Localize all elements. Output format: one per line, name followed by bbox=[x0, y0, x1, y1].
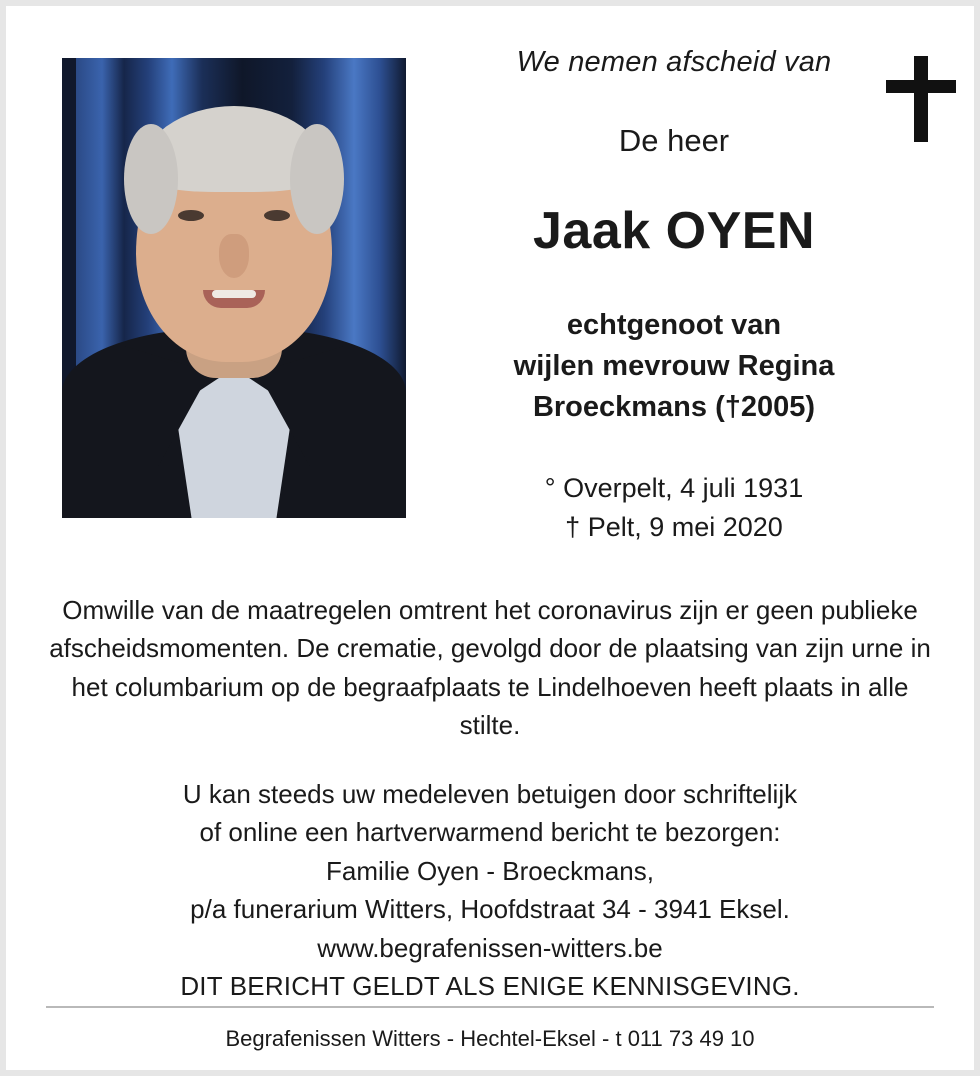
header-text-block bbox=[414, 40, 934, 547]
deceased-photo bbox=[62, 58, 406, 518]
spouse-line-2: wijlen mevrouw Regina bbox=[513, 350, 835, 383]
photo-hair-right bbox=[290, 124, 344, 234]
spouse-line-3: Broeckmans (†2005) bbox=[532, 391, 816, 424]
birth-date: ° Overpelt, 4 juli 1931 bbox=[544, 472, 804, 503]
honorific-title: De heer bbox=[618, 123, 730, 158]
portrait-container bbox=[46, 40, 414, 518]
photo-nose bbox=[219, 234, 249, 278]
condolence-line-3: Familie Oyen - Broeckmans, bbox=[326, 855, 654, 886]
sole-notification-text: DIT BERICHT GELDT ALS ENIGE KENNISGEVING. bbox=[180, 971, 800, 1002]
funeral-home-website[interactable]: www.begrafenissen-witters.be bbox=[317, 932, 663, 963]
life-dates bbox=[414, 469, 934, 547]
photo-eye-right bbox=[264, 210, 290, 221]
footer-divider bbox=[46, 1006, 934, 1008]
photo-teeth bbox=[212, 290, 256, 298]
header-section bbox=[46, 40, 934, 547]
photo-eye-left bbox=[178, 210, 204, 221]
farewell-line: We nemen afscheid van bbox=[516, 46, 832, 78]
condolence-line-1: U kan steeds uw medeleven betuigen door schriftelijk bbox=[182, 778, 798, 809]
cross-icon bbox=[914, 56, 928, 142]
condolence-line-4: p/a funerarium Witters, Hoofdstraat 34 - 3941 Eksel. bbox=[190, 894, 790, 925]
paragraph-condolences bbox=[46, 775, 934, 967]
footer-contact: Begrafenissen Witters - Hechtel-Eksel - t 011 73 49 10 bbox=[225, 1026, 755, 1051]
spouse-info bbox=[414, 305, 934, 429]
death-date: † Pelt, 9 mei 2020 bbox=[565, 511, 783, 542]
card-inner bbox=[6, 6, 974, 1070]
paragraph-ceremony: Omwille van de maatregelen omtrent het coronavirus zijn er geen publieke afscheidsmomenten. De crematie, gevolgd door de plaatsing van zijn urne in het columbarium op de begraafplaats te Lindelhoeven heeft plaats in alle stilte. bbox=[49, 594, 931, 741]
spouse-line-1: echtgenoot van bbox=[566, 309, 782, 341]
deceased-name: Jaak OYEN bbox=[533, 202, 815, 260]
photo-hair-left bbox=[124, 124, 178, 234]
announcement-body bbox=[46, 591, 934, 1006]
condolence-line-2: of online een hartverwarmend bericht te bezorgen: bbox=[199, 817, 781, 848]
